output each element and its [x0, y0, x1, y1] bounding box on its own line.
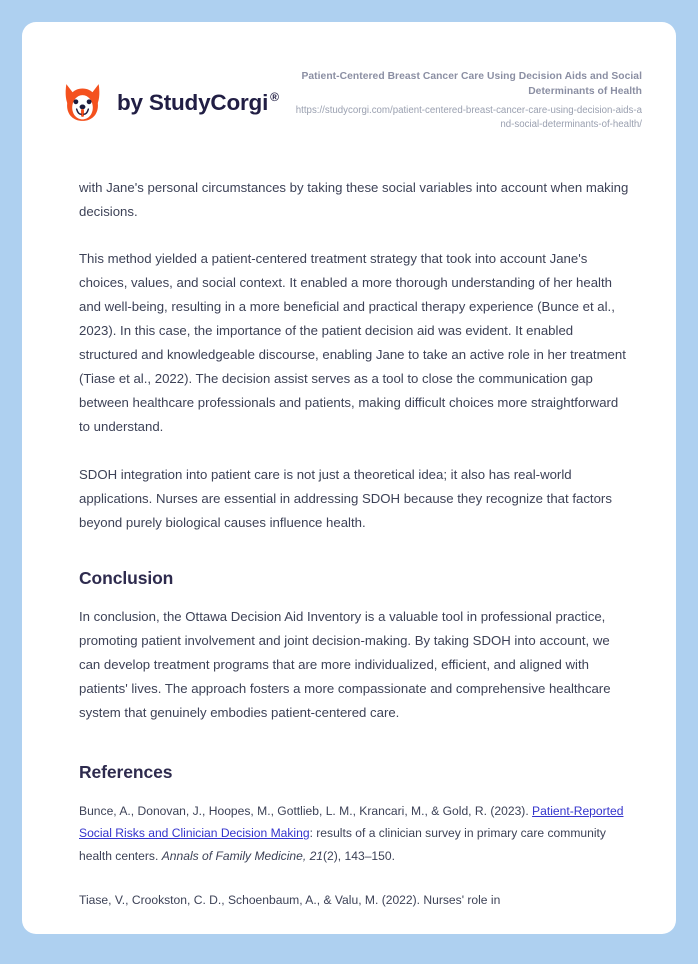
registered-trademark-icon: ®: [270, 90, 279, 104]
corgi-face-icon: [59, 79, 106, 126]
brand-logo-block[interactable]: [59, 69, 279, 126]
reference-authors-year: Bunce, A., Donovan, J., Hoopes, M., Gottlieb, L. M., Krancari, M., & Gold, R. (2023).: [79, 803, 533, 818]
brand-name-text: by StudyCorgi: [117, 89, 269, 115]
reference-item-2: Tiase, V., Crookston, C. D., Schoenbaum, A., & Valu, M. (2022). Nurses' role in: [79, 892, 501, 907]
reference-after-link: : results of a clinician survey in primary care community health centers.: [79, 826, 606, 864]
document-url[interactable]: https://studycorgi.com/patient-centered-breast-cancer-care-using-decision-aids-and-social-determinants-of-health/: [295, 105, 642, 131]
document-header: [22, 22, 676, 132]
reference-journal: Annals of Family Medicine, 21: [161, 849, 324, 864]
paragraph-conclusion: In conclusion, the Ottawa Decision Aid Inventory is a valuable tool in professional practice, promoting patient involvement and joint decision-making. By taking SDOH into account, we can develop treatment programs that are more individualized, efficient, and aligned with patients' lives. The approach fosters a more compassionate and comprehensive healthcare system that genuinely embodies patient-centered care.: [79, 608, 611, 720]
document-title: Patient-Centered Breast Cancer Care Using Decision Aids and Social Determinants of Health: [301, 71, 642, 97]
document-page-card: [22, 22, 676, 934]
conclusion-heading: Conclusion: [79, 567, 174, 588]
reference-item-1: [79, 800, 631, 868]
brand-name: [117, 90, 279, 116]
paragraph-method: This method yielded a patient-centered treatment strategy that took into account Jane's choices, values, and social context. It enabled a more thorough understanding of her health and well-being, resulting in a more beneficial and practical therapy experience (Bunce et al., 2023). In this case, the importance of the patient decision aid was evident. It enabled structured and knowledgeable discourse, enabling Jane to take an active role in her treatment (Tiase et al., 2022). The decision assist serves as a tool to close the communication gap between healthcare professionals and patients, making difficult choices more straightforward to understand.: [79, 251, 626, 435]
header-meta: [292, 69, 642, 132]
body-spacer: [79, 132, 631, 176]
reference-tail: (2), 143–150.: [323, 849, 395, 864]
reference-link[interactable]: Patient-Reported Social Risks and Clinician Decision Making: [79, 803, 624, 841]
document-body: [22, 132, 676, 911]
paragraph-sdoh: SDOH integration into patient care is not just a theoretical idea; it also has real-world applications. Nurses are essential in addressing SDOH because they recognize that factors beyond purely biological causes influence health.: [79, 466, 612, 530]
references-heading: References: [79, 761, 173, 782]
paragraph-continuation: with Jane's personal circumstances by taking these social variables into account when making decisions.: [79, 180, 629, 220]
